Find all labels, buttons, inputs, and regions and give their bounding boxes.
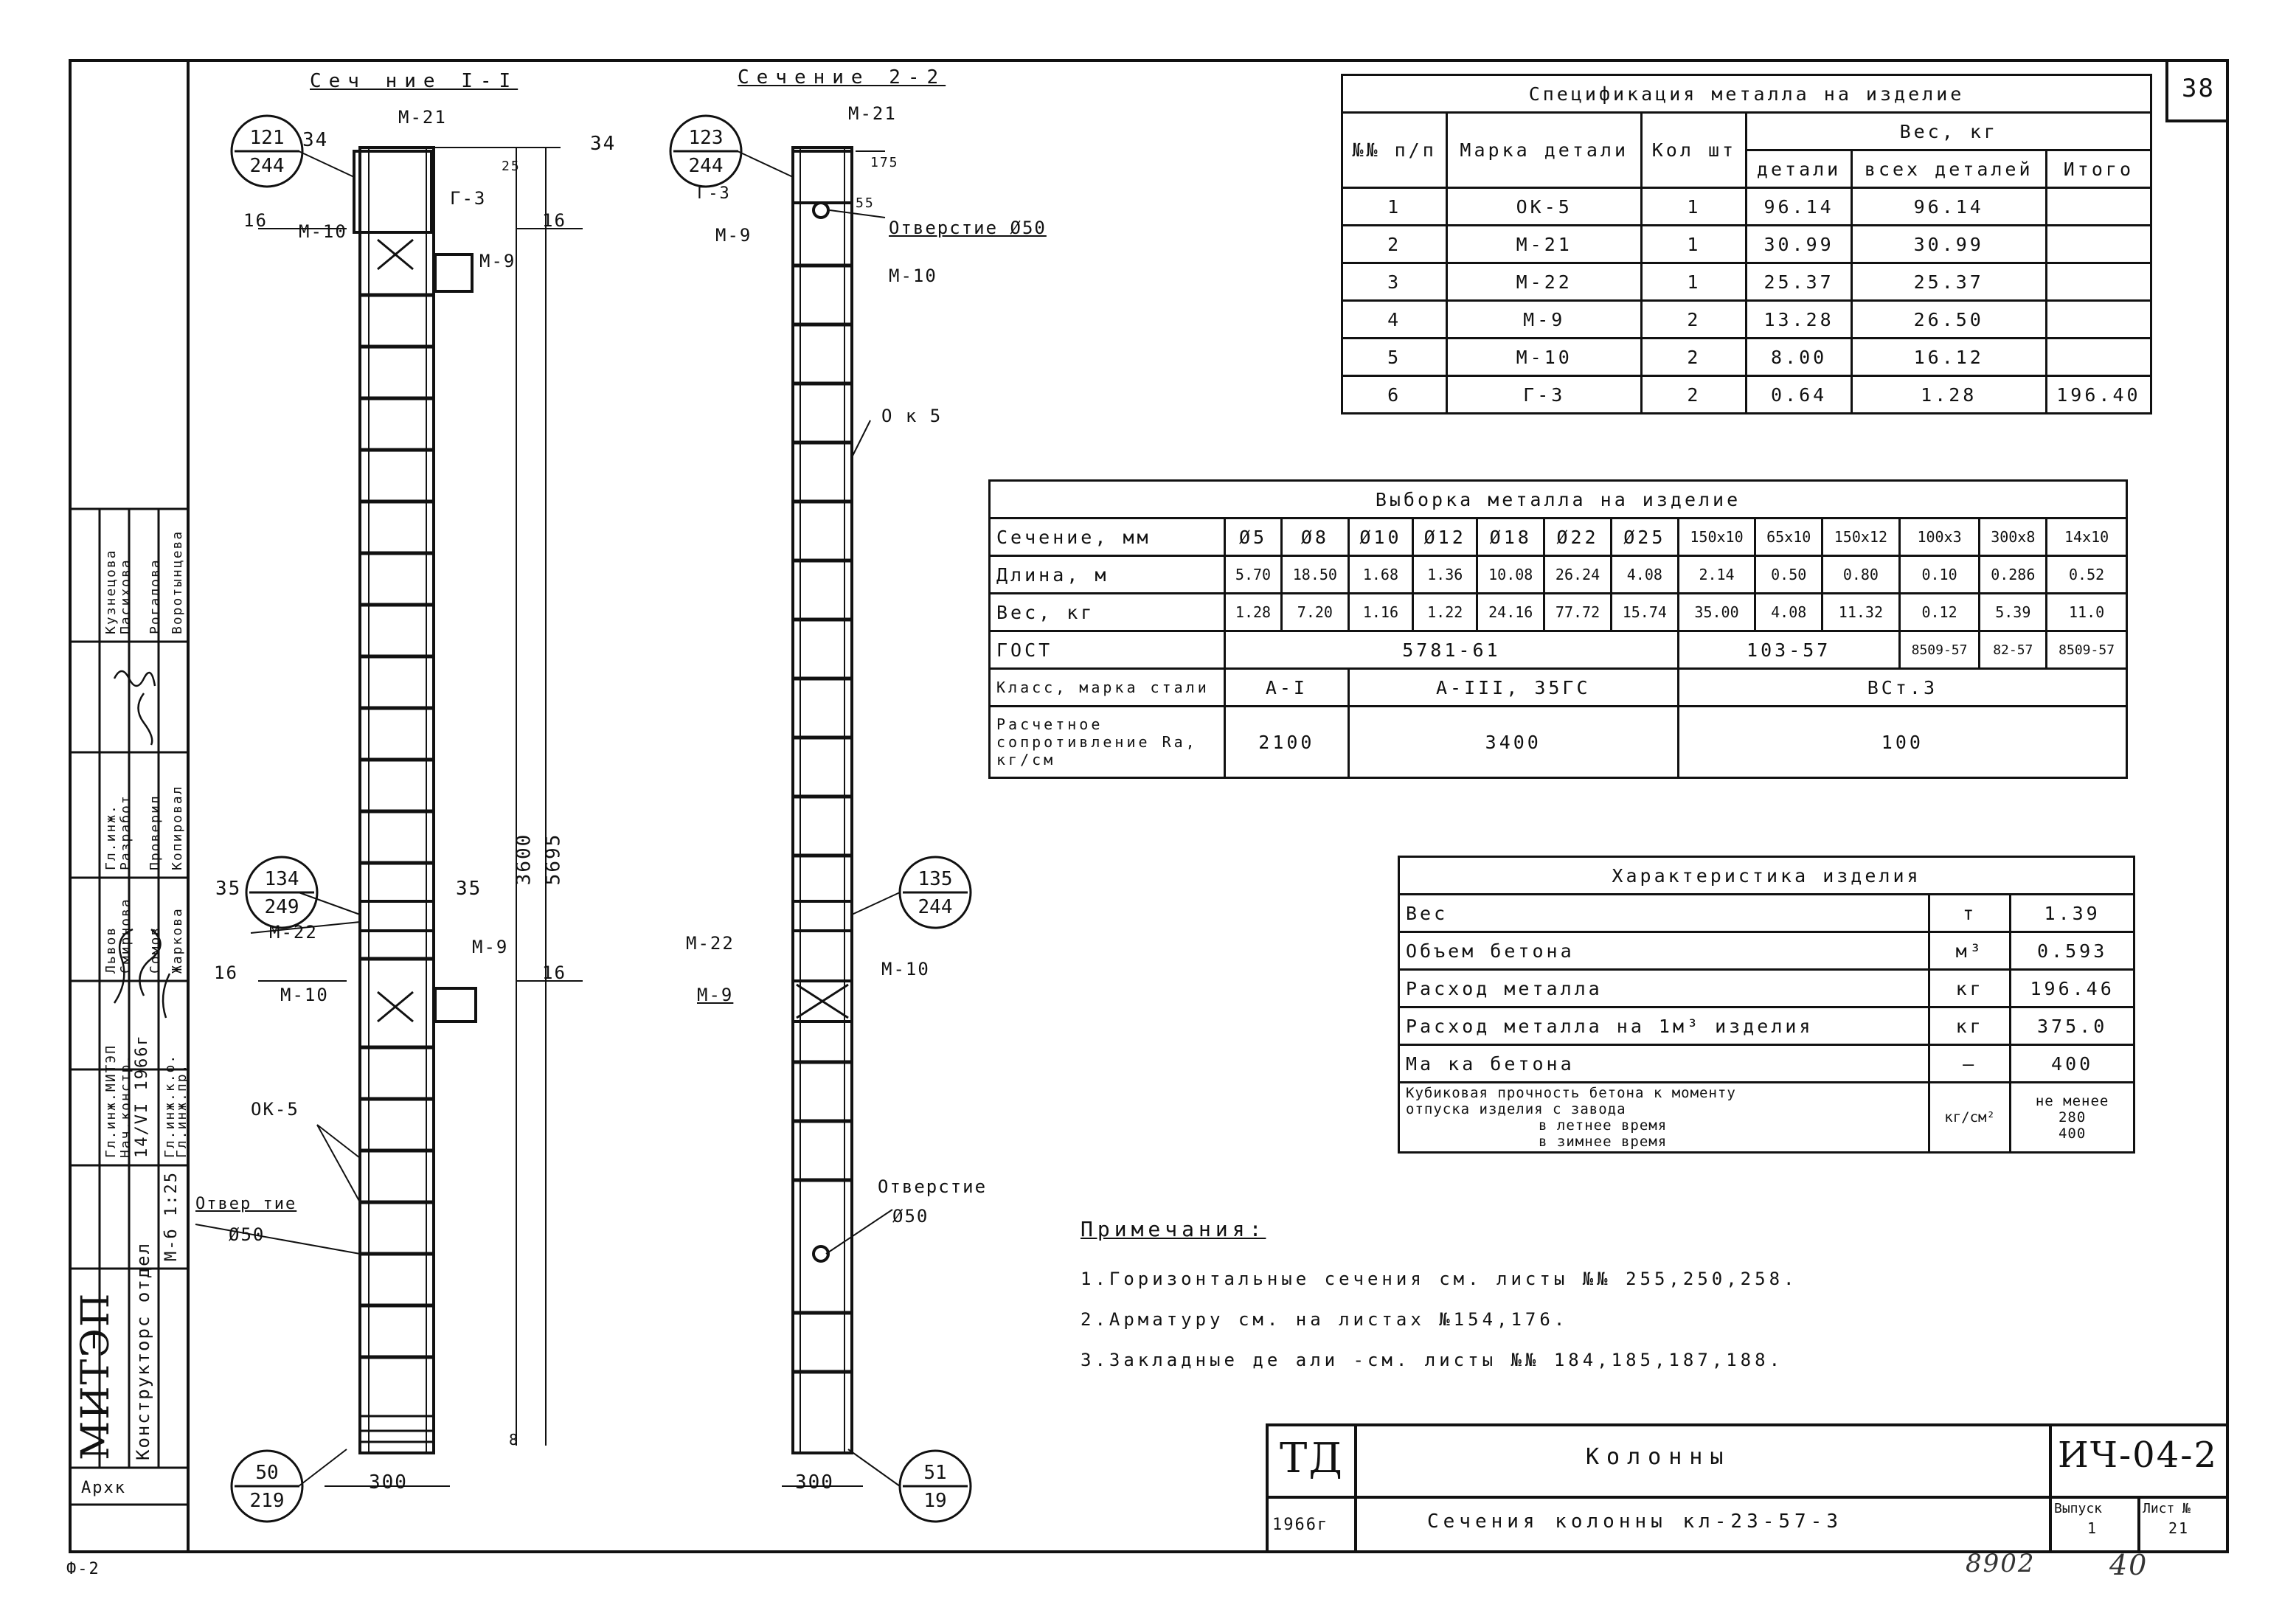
cell: 1.28	[1851, 376, 2046, 414]
cell: Ма ка бетона	[1399, 1045, 1929, 1083]
cell: 8.00	[1747, 339, 1851, 376]
cell: Ø22	[1544, 518, 1612, 556]
cell: 16.12	[1851, 339, 2046, 376]
cell: 18.50	[1281, 556, 1348, 594]
cell: 150x10	[1678, 518, 1755, 556]
cell: Ø10	[1348, 518, 1412, 556]
cell: 26.50	[1851, 301, 2046, 339]
strength-unit: кг/см²	[1929, 1083, 2011, 1153]
label-ok5: ОК-5	[251, 1099, 299, 1120]
label-r-d55: 55	[856, 195, 875, 211]
table-row	[1342, 301, 2151, 339]
spec-h-mark: Марка детали	[1447, 113, 1642, 188]
cell: 14x10	[2047, 518, 2127, 556]
table-row	[1342, 263, 2151, 301]
circle-1-2-top: 134	[264, 868, 299, 890]
strength-v1: не менее	[2035, 1093, 2109, 1109]
label-r-hole-bot: Отверстие	[878, 1176, 988, 1197]
cell: 0.50	[1755, 556, 1822, 594]
circle-1-3-top: 50	[255, 1462, 279, 1484]
stamp-date: 14/VI 1966г	[133, 1034, 151, 1158]
cell: 2	[1642, 376, 1747, 414]
stamp-role-2: Нач.констр.	[118, 1053, 133, 1158]
label-g3: Г-3	[450, 188, 487, 209]
cell: 0.80	[1822, 556, 1900, 594]
cell: 26.24	[1544, 556, 1612, 594]
stamp-role-7: Проверил	[148, 794, 163, 870]
label-dim34-r: 34	[590, 133, 617, 155]
cell: 1.22	[1413, 594, 1477, 631]
cell: М-9	[1447, 301, 1642, 339]
stamp-role-1: Гл.инж.МИТЭП	[103, 1044, 119, 1158]
circle-1-2-bottom: 249	[264, 896, 299, 918]
stamp-role-4: Гл.инж.пр.	[174, 1063, 190, 1158]
stamp-role-5: Гл.инж.	[103, 804, 119, 870]
spec-h-weight: Вес, кг	[1747, 113, 2151, 150]
column-1-1-stirrups	[360, 295, 434, 1357]
cell: 82-57	[1980, 631, 2047, 669]
char-table	[1398, 856, 2135, 1154]
cell: т	[1929, 895, 2011, 932]
cell: 0.12	[1899, 594, 1980, 631]
table-row	[1399, 1007, 2134, 1045]
circle-1-1-top: 121	[249, 127, 285, 149]
cell: 1.28	[1225, 594, 1282, 631]
cell: 0.286	[1980, 556, 2047, 594]
cell: 196.40	[2046, 376, 2151, 414]
cell: Ø18	[1477, 518, 1544, 556]
cell: 4.08	[1611, 556, 1678, 594]
label-m21: М-21	[398, 107, 447, 128]
title-org-mark: ТД	[1280, 1435, 1344, 1482]
table-row	[990, 707, 2127, 778]
cell: 4	[1342, 301, 1447, 339]
cell: М-21	[1447, 226, 1642, 263]
cell: Г-3	[1447, 376, 1642, 414]
label-r-m10-mid: М-10	[881, 959, 930, 979]
stamp-arch: Архк	[81, 1479, 126, 1497]
cell: 5.70	[1225, 556, 1282, 594]
cell: 196.46	[2011, 970, 2134, 1007]
cell: 35.00	[1678, 594, 1755, 631]
label-r-m10-top: М-10	[889, 266, 937, 286]
circle-1-1-bottom: 244	[249, 155, 285, 177]
sample-table	[988, 479, 2128, 779]
note-item-1: 1.Горизонтальные сечения см. листы №№ 255,250,258.	[1081, 1269, 1798, 1289]
stamp-name-1: Львов	[103, 926, 119, 974]
cell: 65x10	[1755, 518, 1822, 556]
cell: 30.99	[1747, 226, 1851, 263]
label-dim35-l: 35	[215, 878, 242, 900]
label-h5695: 5695	[542, 833, 565, 886]
cell: 100	[1678, 707, 2126, 778]
cell: Ø25	[1611, 518, 1678, 556]
stamp-name-6: Пасихова	[118, 558, 133, 634]
cell: М-10	[1447, 339, 1642, 376]
cell: 8509-57	[1899, 631, 1980, 669]
cell: 10.08	[1477, 556, 1544, 594]
cell: 1.68	[1348, 556, 1412, 594]
label-r-phi50: Ø50	[892, 1206, 929, 1227]
table-row	[990, 594, 2127, 631]
cell: Ø12	[1413, 518, 1477, 556]
spec-table	[1341, 74, 2152, 415]
table-row	[990, 631, 2127, 669]
note-item-2: 2.Арматуру см. на листах №154,176.	[1081, 1309, 1569, 1330]
archive-number: 8902	[1966, 1549, 2036, 1578]
cell: 0.10	[1899, 556, 1980, 594]
cell: 2.14	[1678, 556, 1755, 594]
label-m9-top: М-9	[479, 251, 516, 271]
label-r-d175: 175	[870, 155, 899, 170]
label-phi50: Ø50	[229, 1224, 266, 1245]
signatures	[70, 649, 188, 1062]
label-h8: 8	[509, 1431, 520, 1449]
label-r-w300: 300	[795, 1471, 834, 1494]
cell: 25.37	[1851, 263, 2046, 301]
cell: 375.0	[2011, 1007, 2134, 1045]
cell: 5	[1342, 339, 1447, 376]
cell: 2	[1642, 301, 1747, 339]
column-2-2-ties	[793, 266, 852, 1372]
cell: 3	[1342, 263, 1447, 301]
spec-h-num: №№ п/п	[1342, 113, 1447, 188]
cell: 4.08	[1755, 594, 1822, 631]
cell	[2046, 188, 2151, 226]
section-2-2-title: Сечение 2-2	[738, 66, 946, 89]
cell: 3400	[1348, 707, 1678, 778]
title-year: 1966г	[1272, 1516, 1329, 1534]
circle-2-1-bottom: 244	[688, 155, 724, 177]
stamp-name-8: Воротынцева	[170, 530, 185, 634]
cell: 300x8	[1980, 518, 2047, 556]
label-m10-top: М-10	[299, 221, 347, 242]
stamp-role-8: Копировал	[170, 785, 185, 870]
column-2-2	[782, 148, 885, 1486]
section-1-1-title: Сеч ние I-I	[310, 70, 518, 92]
cell	[1399, 1083, 1929, 1153]
char-table-title: Характеристика изделия	[1399, 857, 2134, 895]
cell: А-III, 35ГС	[1348, 669, 1678, 707]
stamp-name-7: Рогалова	[148, 558, 163, 634]
cell: 2100	[1225, 707, 1349, 778]
cell: М-22	[1447, 263, 1642, 301]
table-row	[990, 556, 2127, 594]
cell: 96.14	[1747, 188, 1851, 226]
cell	[2046, 301, 2151, 339]
circle-2-2-top: 135	[918, 868, 953, 890]
label-r-m22: М-22	[686, 933, 735, 954]
circle-2-1-top: 123	[688, 127, 724, 149]
cell: 30.99	[1851, 226, 2046, 263]
cell: 1.36	[1413, 556, 1477, 594]
title-issue-label: Выпуск	[2054, 1501, 2103, 1516]
stamp-role-3: Гл.инж.к.о.	[162, 1053, 178, 1158]
table-row	[1399, 1083, 2134, 1153]
table-row	[1399, 970, 2134, 1007]
cell: 5.39	[1980, 594, 2047, 631]
cell: 15.74	[1611, 594, 1678, 631]
table-row	[1399, 932, 2134, 970]
stamp-name-4: Жаркова	[170, 907, 185, 974]
stamp-name-3: Сомов	[148, 926, 163, 974]
cell: кг	[1929, 970, 2011, 1007]
spec-h-qty: Кол шт	[1642, 113, 1747, 188]
cell: 1	[1642, 188, 1747, 226]
label-m9-mid: М-9	[472, 937, 509, 957]
table-row	[1342, 226, 2151, 263]
cell: 150x12	[1822, 518, 1900, 556]
label-m22: М-22	[269, 922, 318, 943]
cell: 96.14	[1851, 188, 2046, 226]
cell: 5781-61	[1225, 631, 1679, 669]
stamp-dept: Конструкторс отдел	[133, 1241, 153, 1460]
label-r-m9-top: М-9	[715, 225, 752, 246]
label-dim16-l2: 16	[214, 962, 238, 983]
table-row	[1399, 895, 2134, 932]
label-dim16-r2: 16	[542, 962, 566, 983]
cell: 1	[1642, 226, 1747, 263]
cell: 24.16	[1477, 594, 1544, 631]
cell: Расход металла на 1м³ изделия	[1399, 1007, 1929, 1045]
cell	[2046, 226, 2151, 263]
cell: 0.52	[2047, 556, 2127, 594]
cell: 7.20	[1281, 594, 1348, 631]
cell: Ø8	[1281, 518, 1348, 556]
table-row	[1342, 376, 2151, 414]
cell: 6	[1342, 376, 1447, 414]
label-dim16-r1: 16	[542, 210, 566, 231]
cell: Вес	[1399, 895, 1929, 932]
cell: 400	[2011, 1045, 2134, 1083]
cell: 8509-57	[2047, 631, 2127, 669]
strength-label-3: в летнее время	[1539, 1117, 1668, 1134]
circle-2-3-bottom: 19	[923, 1490, 947, 1512]
stamp-scale: М-б 1:25	[162, 1171, 181, 1261]
page-number: 40	[2109, 1549, 2148, 1581]
label-m10-mid: М-10	[280, 985, 329, 1005]
table-row	[990, 669, 2127, 707]
cell: —	[1929, 1045, 2011, 1083]
label-h3600: 3600	[513, 833, 535, 886]
label-r-m21: М-21	[848, 103, 897, 124]
stamp-name-2: Смирнова	[118, 898, 133, 974]
row-label: ГОСТ	[990, 631, 1225, 669]
cell: Объем бетона	[1399, 932, 1929, 970]
label-r-ok5: О к 5	[881, 406, 943, 426]
label-dim16-l1: 16	[243, 210, 268, 231]
table-row	[990, 518, 2127, 556]
cell: 1	[1342, 188, 1447, 226]
row-label: Класс, марка стали	[990, 669, 1225, 707]
label-r-g3: Г-3	[697, 184, 731, 203]
cell: 1.16	[1348, 594, 1412, 631]
label-r-m9-mid: М-9	[697, 985, 734, 1005]
cell: ВСт.3	[1678, 669, 2126, 707]
table-row	[1399, 1045, 2134, 1083]
cell: 1	[1642, 263, 1747, 301]
cell: 0.64	[1747, 376, 1851, 414]
title-sheet-title: Сечения колонны кл-23-57-3	[1427, 1510, 1842, 1533]
table-row	[1342, 339, 2151, 376]
corner-mark: Ф-2	[66, 1560, 100, 1578]
note-item-3: 3.Закладные де али -см. листы №№ 184,185,187,188.	[1081, 1350, 1784, 1370]
label-dim35-r: 35	[456, 878, 482, 900]
cell: кг	[1929, 1007, 2011, 1045]
cell: 0.593	[2011, 932, 2134, 970]
circle-2-3-top: 51	[923, 1462, 947, 1484]
sheet-number: 38	[2182, 74, 2215, 103]
label-hole: Отвер тие	[195, 1195, 297, 1213]
label-dim34-l: 34	[302, 129, 329, 151]
stamp-org: МИТЭП	[74, 1291, 118, 1460]
spec-h-total: Итого	[2046, 150, 2151, 188]
cell: м³	[1929, 932, 2011, 970]
table-row	[1342, 188, 2151, 226]
strength-v3: 400	[2058, 1125, 2087, 1142]
strength-label-4: в зимнее время	[1539, 1134, 1668, 1150]
cell: А-I	[1225, 669, 1349, 707]
label-r-hole-top: Отверстие Ø50	[889, 218, 1047, 238]
cell: 13.28	[1747, 301, 1851, 339]
cell: 1.39	[2011, 895, 2134, 932]
cell: Расход металла	[1399, 970, 1929, 1007]
label-d25: 25	[502, 159, 521, 174]
cell: 103-57	[1678, 631, 1899, 669]
section-circles	[232, 116, 971, 1522]
sample-table-title: Выборка металла на изделие	[990, 481, 2127, 518]
strength-v2: 280	[2058, 1109, 2087, 1125]
circle-2-2-bottom: 244	[918, 896, 953, 918]
row-label: Длина, м	[990, 556, 1225, 594]
circle-1-3-bottom: 219	[249, 1490, 285, 1512]
stamp-name-5: Кузнецова	[103, 549, 119, 634]
row-label: Вес, кг	[990, 594, 1225, 631]
strength-label-1: Кубиковая прочность бетона к моменту	[1406, 1085, 1736, 1101]
stamp-role-6: Разработ	[118, 794, 133, 870]
spec-h-part: детали	[1747, 150, 1851, 188]
title-object: Колонны	[1586, 1444, 1731, 1470]
row-label: Расчетное сопротивление Ra, кг/см	[990, 707, 1225, 778]
title-sheet-value: 21	[2168, 1519, 2190, 1537]
spec-table-title: Спецификация металла на изделие	[1342, 75, 2151, 113]
cell	[2011, 1083, 2134, 1153]
cell: Ø5	[1225, 518, 1282, 556]
title-code: ИЧ-04-2	[2058, 1435, 2219, 1476]
cell: 100x3	[1899, 518, 1980, 556]
cell	[2046, 263, 2151, 301]
cell: 11.32	[1822, 594, 1900, 631]
strength-label-2: отпуска изделия с завода	[1406, 1101, 1626, 1117]
label-w300: 300	[369, 1471, 408, 1494]
cell: 2	[1642, 339, 1747, 376]
cell: 77.72	[1544, 594, 1612, 631]
title-issue-value: 1	[2087, 1519, 2098, 1537]
row-label: Сечение, мм	[990, 518, 1225, 556]
spec-h-all: всех деталей	[1851, 150, 2046, 188]
cell	[2046, 339, 2151, 376]
title-sheet-label: Лист №	[2143, 1501, 2191, 1516]
cell: 11.0	[2047, 594, 2127, 631]
notes-title: Примечания:	[1081, 1217, 1266, 1241]
cell: 2	[1342, 226, 1447, 263]
cell: ОК-5	[1447, 188, 1642, 226]
cell: 25.37	[1747, 263, 1851, 301]
